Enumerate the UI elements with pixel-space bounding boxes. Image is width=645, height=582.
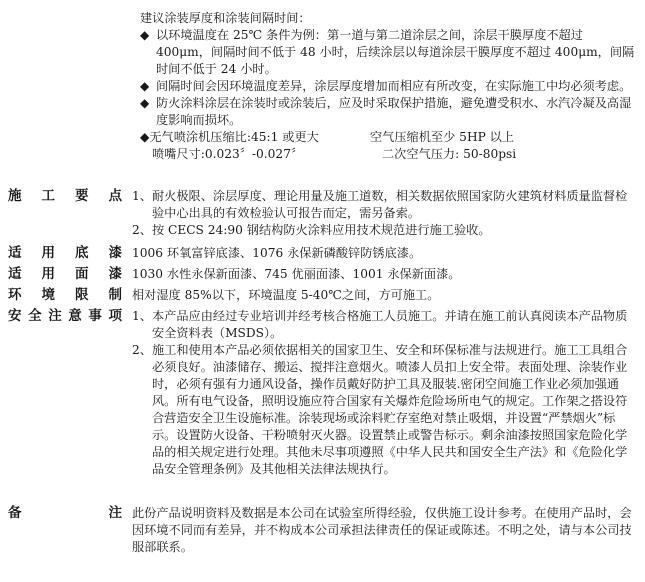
section-label: 备 注 (8, 505, 122, 521)
section-applicable-topcoat (8, 266, 638, 283)
section-safety-notes (8, 308, 638, 478)
secondary-air-pressure: 二次空气压力: 50-80psi (382, 147, 517, 161)
list-item: 2、 施工和使用本产品必须依据相关的国家卫生、安全和环保标准与法规进行。施工工具组合必须良好。油漆储存、搬运、搅拌注意烟火。喷漆人员扣上安全带。表面处理、涂装作业时，必须有强有力通风设备，操作员戴好防护工具及服装.密闭空间施工作业必须加强通风。所有电气设备，照明设施应符合国家有关爆炸危险场所电气的规定。工作架之搭设符合营造安全卫生设施标准。涂装现场或涂料贮存室绝对禁止吸烟，并设置“严禁烟火”标示。设置防火设备、干粉喷射灭火器。设置禁止或警告标示。剩余油漆按照国家危险化学品的相关规定进行处理。其他未尽事项遵照《中华人民共和国安全生产法》和《危险化学品安全管理条例》及其他相关法律法规执行。 (132, 343, 628, 476)
bullet-item (140, 78, 636, 95)
compressor-ratio: 无气喷涂机压缩比:45:1 或更大 (149, 130, 319, 144)
section-remarks (8, 505, 638, 556)
primer-text: 1006 环氧富锌底漆、1076 永保新磷酸锌防锈底漆。 (132, 246, 422, 260)
coating-interval-block (140, 10, 636, 163)
section-label: 安 全 注 意 事 项 (8, 308, 122, 324)
list-item: 1、 本产品应由经过专业培训并经考核合格施工人员施工。并请在施工前认真阅读本产品物质安全资料表（MSDS）。 (132, 309, 628, 340)
section-environment-limits (8, 287, 638, 304)
diamond-bullet-icon: ◆ (140, 130, 150, 144)
bullet-text: 以环境温度在 25℃ 条件为例：第一道与第二道涂层之间，涂层干膜厚度不超过 400μm，间隔时间不低于 48 小时，后续涂层以每道涂层干膜厚度不超过 400μm，间隔时间不低于 24 小时。 (156, 28, 635, 76)
diamond-bullet-icon: ◆ (140, 96, 150, 110)
bullet-text: 间隔时间会因环境温度差异，涂层厚度增加而相应有所改变，在实际施工中均必须考虑。 (156, 79, 632, 93)
section-construction-points (8, 188, 638, 239)
list-item: 1、 耐火极限、涂层厚度、理论用量及施工道数，相关数据依照国家防火建筑材料质量监督检验中心出具的有效检验认可报告而定，需另备索。 (132, 189, 628, 220)
spray-spec-row (140, 129, 636, 146)
air-compressor-spec: 空气压缩机至少 5HP 以上 (370, 130, 515, 144)
nozzle-size: 喷嘴尺寸:0.023〞-0.027〞 (152, 147, 304, 161)
bullet-item (140, 95, 636, 129)
bullet-item (140, 27, 636, 78)
remark-text: 此份产品说明资料及数据是本公司在试验室所得经验，仅供施工设计参考。在使用产品时，会因环境不同而有差异，并不构成本公司承担法律责任的保证或陈述。不明之处，请与本公司技服部联系。 (132, 506, 632, 554)
section-applicable-primer (8, 245, 638, 262)
section-content (130, 308, 638, 478)
intro-title: 建议涂装厚度和涂装间隔时间： (140, 11, 311, 25)
spray-spec-row (140, 146, 636, 163)
section-label: 适 用 面 漆 (8, 266, 122, 282)
diamond-bullet-icon: ◆ (140, 28, 150, 42)
section-label: 环 境 限 制 (8, 287, 122, 303)
section-label: 施 工 要 点 (8, 188, 122, 204)
list-item: 2、 按 CECS 24:90 钢结构防火涂料应用技术规范进行施工验收。 (132, 223, 491, 237)
section-content (130, 188, 638, 239)
section-label: 适 用 底 漆 (8, 245, 122, 261)
spec-left (140, 129, 370, 146)
topcoat-text: 1030 水性永保新面漆、745 优丽面漆、1001 永保新面漆。 (132, 267, 461, 281)
diamond-bullet-icon: ◆ (140, 79, 150, 93)
bullet-text: 防火涂料涂层在涂装时或涂装后，应及时采取保护措施，避免遭受积水、水汽冷凝及高湿度影响而损坏。 (156, 96, 632, 127)
environment-text: 相对湿度 85%以下，环境温度 5-40℃之间，方可施工。 (132, 288, 440, 302)
